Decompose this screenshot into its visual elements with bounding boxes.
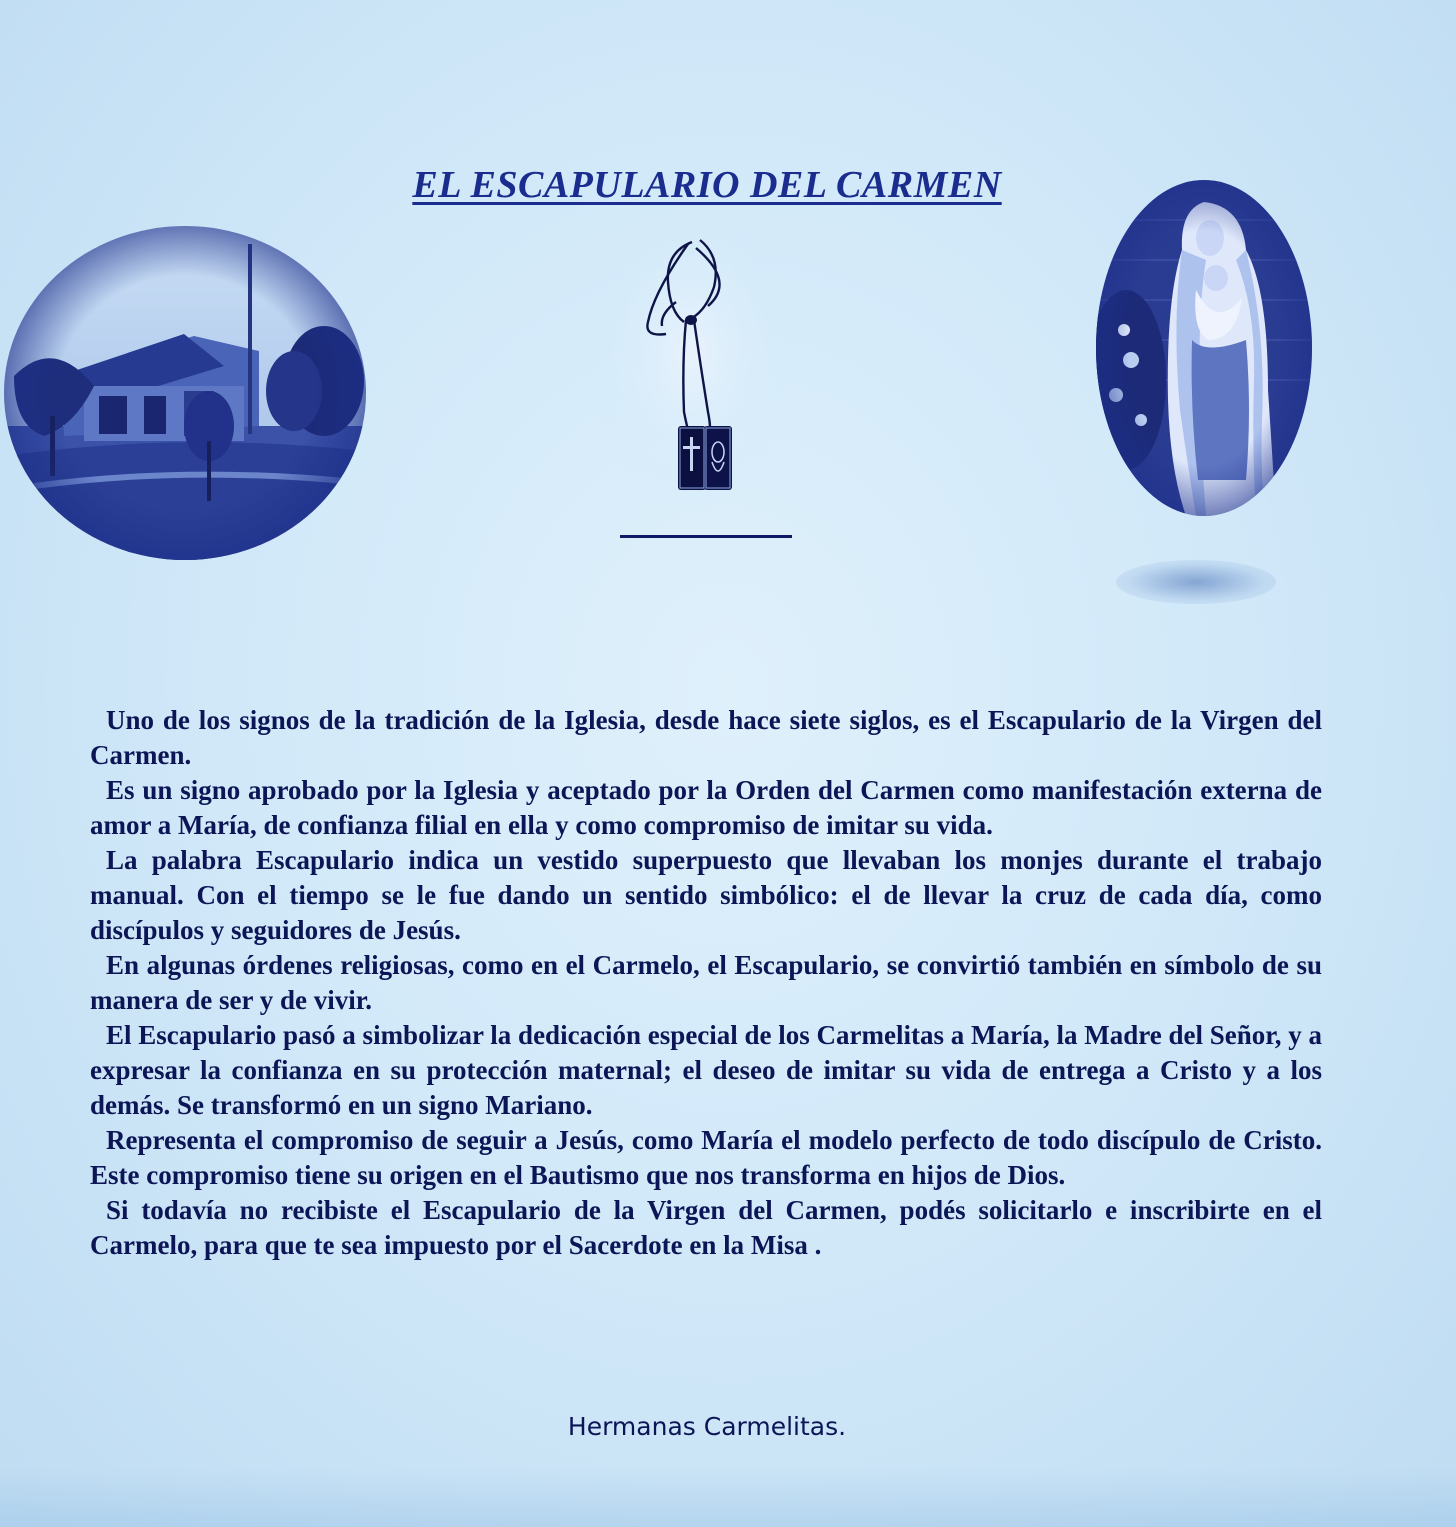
paragraph: En algunas órdenes religiosas, como en el Carmelo, el Escapulario, se convirtió también en símbolo de su manera de ser y de vivir. [90,950,1322,1015]
paragraph: Es un signo aprobado por la Iglesia y aceptado por la Orden del Carmen como manifestación externa de amor a María, de confianza filial en ella y como compromiso de imitar su vida. [90,775,1322,840]
paragraph: La palabra Escapulario indica un vestido superpuesto que llevaban los monjes durante el trabajo manual. Con el tiempo se le fue dando un sentido simbólico: el de llevar la cruz de cada día, como discípulos y seguidores de Jesús. [90,845,1322,945]
paragraph: Representa el compromiso de seguir a Jesús, como María el modelo perfecto de todo discípulo de Cristo. Este compromiso tiene su origen en el Bautismo que nos transforma en hijos de Dios. [90,1125,1322,1190]
paragraph: El Escapulario pasó a simbolizar la dedicación especial de los Carmelitas a María, la Madre del Señor, y a expresar la confianza en su protección maternal; el deseo de imitar su vida de entrega a Cristo y a los demás. Se transformó en un signo Mariano. [90,1020,1322,1120]
scapular-photo [596,222,786,512]
separator-line [620,535,792,538]
paragraph: Si todavía no recibiste el Escapulario de la Virgen del Carmen, podés solicitarlo e inscribirte en el Carmelo, para que te sea impuesto por el Sacerdote en la Misa . [90,1195,1322,1260]
virgin-statue-photo [1096,180,1312,516]
chapel-photo [4,226,366,560]
body-text [90,703,1322,1263]
signature: Hermanas Carmelitas. [567,1412,847,1441]
photo-shadow [1116,560,1276,604]
document-title: EL ESCAPULARIO DEL CARMEN [412,164,1002,207]
page-edge-shadow [0,1467,1456,1527]
paragraph: Uno de los signos de la tradición de la Iglesia, desde hace siete siglos, es el Escapulario de la Virgen del Carmen. [90,705,1322,770]
